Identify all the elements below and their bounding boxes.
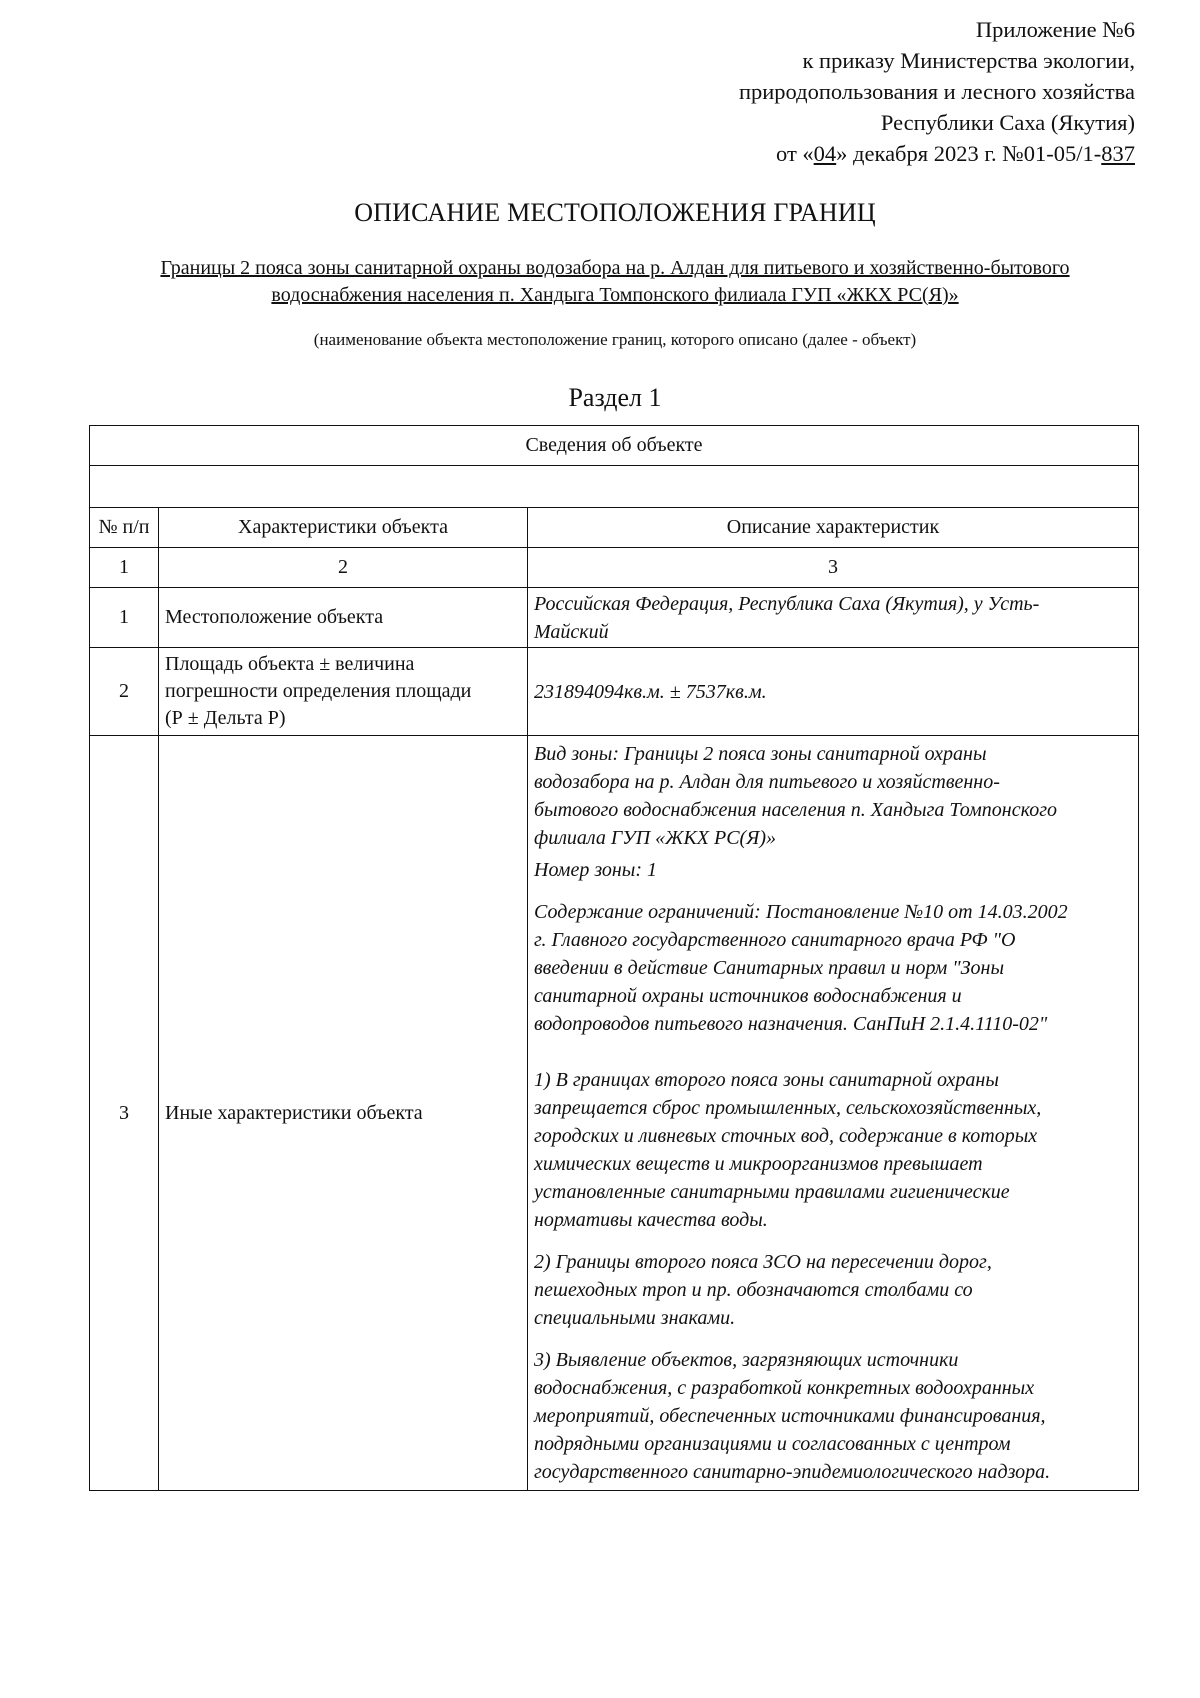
header-num: № п/п (90, 508, 159, 548)
appendix-line: природопользования и лесного хозяйства (738, 79, 1135, 104)
object-name-line: водоснабжения населения п. Хандыга Томпонского филиала ГУП «ЖКХ РС(Я)» (271, 284, 959, 306)
restriction-item-1 (534, 1066, 1132, 1234)
object-name (70, 255, 1160, 309)
row-characteristic: Иные характеристики объекта (159, 736, 528, 1491)
row-characteristic: Местоположение объекта (159, 588, 528, 648)
desc-line: водопроводов питьевого назначения. СанПиН 2.1.4.1110-02" (534, 1013, 1048, 1035)
table-row (90, 588, 1139, 648)
char-line: погрешности определения площади (165, 680, 472, 702)
desc-line: Майский (534, 620, 609, 643)
col-number: 2 (159, 548, 528, 588)
desc-line: 2) Границы второго пояса ЗСО на пересечении дорог, (534, 1251, 992, 1273)
desc-line: водозабора на р. Алдан для питьевого и хозяйственно- (534, 771, 1000, 793)
col-number: 3 (528, 548, 1139, 588)
desc-line: филиала ГУП «ЖКХ РС(Я)» (534, 827, 777, 849)
desc-line: водоснабжения, с разработкой конкретных водоохранных (534, 1377, 1035, 1399)
row-num: 1 (90, 588, 159, 648)
desc-line: санитарной охраны источников водоснабжения и (534, 985, 962, 1007)
date-prefix: от « (776, 141, 814, 166)
desc-line: специальными знаками. (534, 1307, 736, 1329)
row-description (528, 736, 1139, 1491)
empty-row (90, 466, 1139, 508)
row-characteristic (159, 648, 528, 736)
appendix-line: Приложение №6 (975, 17, 1135, 42)
table-caption: Сведения об объекте (90, 426, 1139, 466)
char-line: Площадь объекта ± величина (165, 653, 415, 675)
zone-number: Номер зоны: 1 (534, 859, 657, 881)
appendix-line: Республики Саха (Якутия) (880, 110, 1135, 135)
desc-line: введении в действие Санитарных правил и норм "Зоны (534, 957, 1004, 979)
object-name-line: Границы 2 пояса зоны санитарной охраны водозабора на р. Алдан для питьевого и хозяйственно-бытового (160, 257, 1070, 279)
desc-line: установленные санитарными правилами гигиенические (534, 1181, 1010, 1203)
desc-line: Российская Федерация, Республика Саха (Якутия), у Усть- (534, 592, 1040, 615)
appendix-date-line (535, 138, 1135, 169)
desc-line: мероприятий, обеспеченных источниками финансирования, (534, 1405, 1046, 1427)
table-row (90, 736, 1139, 1491)
object-note: (наименование объекта местоположение границ, которого описано (далее - объект) (313, 330, 917, 349)
desc-line: 1) В границах второго пояса зоны санитарной охраны (534, 1069, 999, 1091)
header-description: Описание характеристик (528, 508, 1139, 548)
restriction-item-2 (534, 1248, 1132, 1332)
desc-line: подрядными организациями и согласованных с центром (534, 1433, 1011, 1455)
char-line: (Р ± Дельта Р) (165, 707, 286, 729)
row-description: 231894094кв.м. ± 7537кв.м. (528, 648, 1139, 736)
zone-type (534, 740, 1132, 852)
appendix-header (535, 14, 1135, 169)
order-number: 837 (1101, 141, 1135, 166)
restriction-item-3 (534, 1346, 1132, 1486)
desc-line: Вид зоны: Границы 2 пояса зоны санитарной охраны (534, 743, 987, 765)
desc-line: бытового водоснабжения населения п. Хандыга Томпонского (534, 799, 1057, 821)
col-number: 1 (90, 548, 159, 588)
header-characteristic: Характеристики объекта (159, 508, 528, 548)
desc-line: нормативы качества воды. (534, 1209, 768, 1231)
row-description (528, 588, 1139, 648)
date-middle: » декабря 2023 г. №01-05/1- (836, 141, 1102, 166)
desc-line: пешеходных троп и пр. обозначаются столбами со (534, 1279, 973, 1301)
date-day: 04 (813, 141, 837, 166)
desc-line: г. Главного государственного санитарного врача РФ "О (534, 929, 1016, 951)
desc-line: государственного санитарно-эпидемиологического надзора. (534, 1461, 1051, 1483)
table-row (90, 648, 1139, 736)
appendix-line: к приказу Министерства экологии, (802, 48, 1135, 73)
desc-line: Содержание ограничений: Постановление №10 от 14.03.2002 (534, 901, 1068, 923)
desc-line: 3) Выявление объектов, загрязняющих источники (534, 1349, 959, 1371)
desc-line: запрещается сброс промышленных, сельскохозяйственных, (534, 1097, 1042, 1119)
restrictions (534, 898, 1132, 1038)
desc-line: городских и ливневых сточных вод, содержание в которых (534, 1125, 1038, 1147)
object-info-table (89, 425, 1139, 1491)
desc-line: химических веществ и микроорганизмов превышает (534, 1153, 983, 1175)
row-num: 2 (90, 648, 159, 736)
row-num: 3 (90, 736, 159, 1491)
document-title: ОПИСАНИЕ МЕСТОПОЛОЖЕНИЯ ГРАНИЦ (354, 198, 876, 227)
section-title: Раздел 1 (568, 383, 662, 412)
